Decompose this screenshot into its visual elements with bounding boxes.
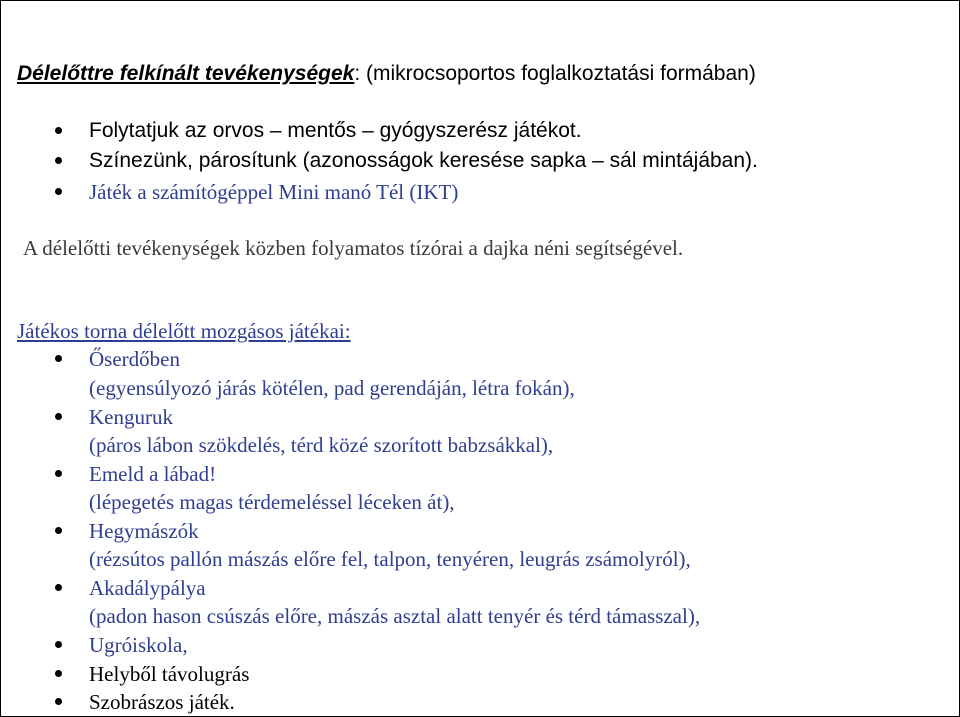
exercise-name: Ugróiskola,	[89, 633, 188, 657]
exercise-name: Akadálypálya	[89, 576, 206, 600]
bullet-icon	[55, 188, 62, 195]
section1-heading	[17, 61, 756, 86]
section1-title: Délelőttre felkínált tevékenységek	[17, 62, 355, 85]
bullet-icon	[55, 670, 62, 677]
bullet-icon	[55, 127, 62, 134]
section2-title: Játékos torna délelőtt mozgásos játékai:	[17, 319, 351, 343]
list-item: Játék a számítógéppel Mini manó Tél (IKT)	[89, 180, 459, 204]
section1-note: A délelőtti tevékenységek közben folyamatos tízórai a dajka néni segítségével.	[23, 236, 684, 260]
exercise-name: Emeld a lábad!	[89, 462, 217, 486]
exercise-detail: (egyensúlyozó járás kötélen, pad gerendáján, létra fokán),	[89, 376, 575, 400]
list-item: Folytatjuk az orvos – mentős – gyógyszerész játékot.	[89, 119, 582, 142]
exercise-name: Helyből távolugrás	[89, 662, 250, 686]
bullet-icon	[55, 470, 62, 477]
exercise-detail: (padon hason csúszás előre, mászás asztal alatt tenyér és térd támasszal),	[89, 604, 701, 628]
exercise-detail: (rézsútos pallón mászás előre fel, talpon, tenyéren, leugrás zsámolyról),	[89, 547, 691, 571]
exercise-detail: (páros lábon szökdelés, térd közé szorított babzsákkal),	[89, 433, 554, 457]
bullet-icon	[55, 355, 62, 362]
section1-subtitle: : (mikrocsoportos foglalkoztatási formában)	[354, 62, 756, 85]
bullet-icon	[55, 698, 62, 705]
bullet-icon	[55, 527, 62, 534]
list-item: Színezünk, párosítunk (azonosságok keresése sapka – sál mintájában).	[89, 149, 758, 172]
exercise-name: Őserdőben	[89, 347, 180, 371]
exercise-name: Hegymászók	[89, 519, 199, 543]
bullet-icon	[55, 157, 62, 164]
exercise-name: Kenguruk	[89, 405, 173, 429]
bullet-icon	[55, 413, 62, 420]
bullet-icon	[55, 584, 62, 591]
bullet-icon	[55, 641, 62, 648]
exercise-name: Szobrászos játék.	[89, 690, 235, 714]
exercise-detail: (lépegetés magas térdemeléssel léceken át),	[89, 490, 455, 514]
